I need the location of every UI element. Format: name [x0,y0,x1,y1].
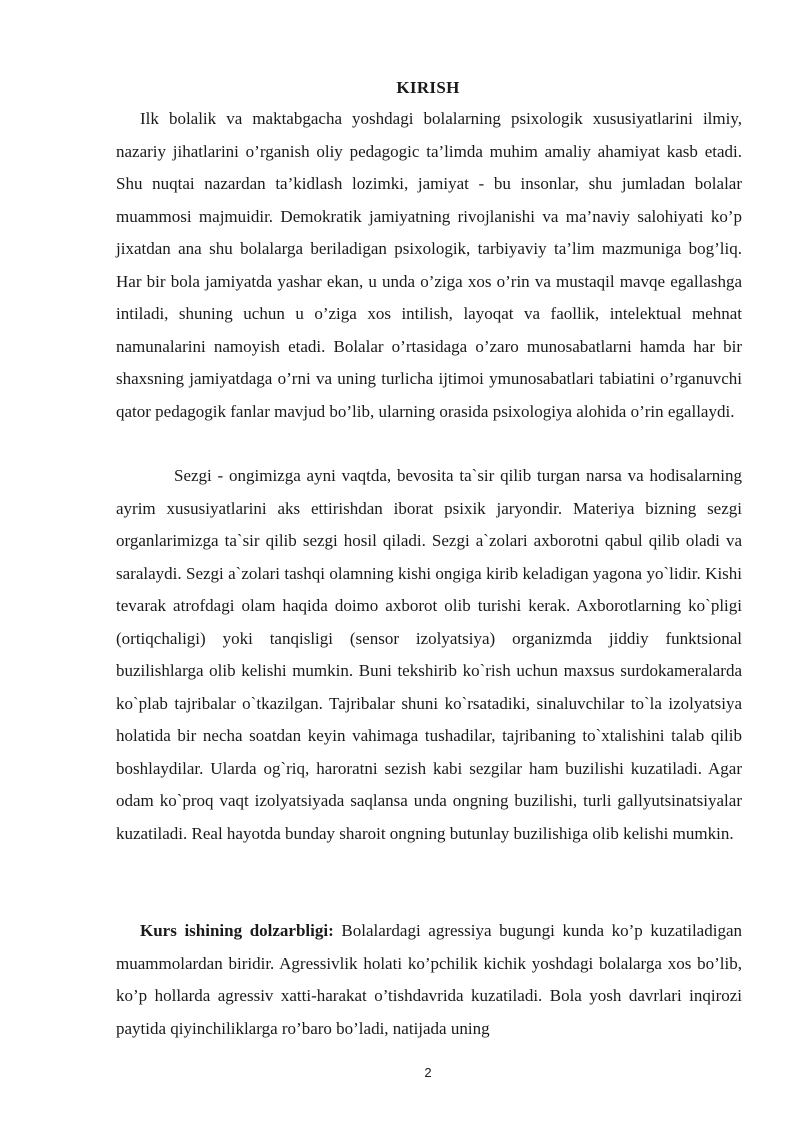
intro-paragraph: Ilk bolalik va maktabgacha yoshdagi bolalarning psixologik xususiyatlarini ilmiy, nazariy jihatlarini o’rganish oliy pedagogic ta’limda muhim amaliy ahamiyat kasb etadi. Shu nuqtai nazardan ta’kidlash lozimki, jamiyat - bu insonlar, shu jumladan bolalar muammosi majmuidir. Demokratik jamiyatning rivojlanishi va ma’naviy salohiyati ko’p jixatdan ana shu bolalarga beriladigan psixologik, tarbiyaviy ta’lim mazmuniga bog’liq. Har bir bola jamiyatda yashar ekan, u unda o’ziga xos o’rin va mustaqil mavqe egallashga intiladi, shuning uchun u o’ziga xos intilish, layoqat va faollik, intelektual mehnat namunalarini namoyish etadi. Bolalar o’rtasidaga o’zaro munosabatlarni hamda har bir shaxsning jamiyatdaga o’rni va uning turlicha ijtimoi ymunosabatlari tabiatini o’rganuvchi qator pedagogik fanlar mavjud bo’lib, ularning orasida psixologiya alohida o’rin egallaydi. [116,109,742,421]
relevance-heading: Kurs ishining dolzarbligi: [140,921,334,940]
page-number: 2 [424,1065,432,1080]
relevance-text: Bolalardagi agressiya bugungi kunda ko’p kuzatiladigan muammolardan biridir. Agressivlik holati ko’pchilik kichik yoshdagi bolalarga xos bo’lib, ko’p hollarda agressiv xatti-harakat o’tishdavrida kuzatiladi. Bola yosh davrlari inqirozi paytida qiyinchiliklarga ro’baro bo’ladi, natijada uning [116,921,742,1038]
page-title: KIRISH [396,78,460,97]
relevance-paragraph [116,915,742,1045]
sensation-paragraph: Sezgi - ongimizga ayni vaqtda, bevosita ta`sir qilib turgan narsa va hodisalarning ayrim xususiyatlarini aks ettirishdan iborat psixik jaryondir. Materiya bizning sezgi organlarimizga ta`sir qilib sezgi hosil qiladi. Sezgi a`zolari axborotni qabul qilib oladi va saralaydi. Sezgi a`zolari tashqi olamning kishi ongiga kirib keladigan yagona yo`lidir. Kishi tevarak atrofdagi olam haqida doimo axborot olib turishi kerak. Axborotlarning ko`pligi (ortiqchaligi) yoki tanqisligi (sensor izolyatsiya) organizmda jiddiy funktsional buzilishlarga olib kelishi mumkin. Buni tekshirib ko`rish uchun maxsus surdokameralarda ko`plab tajribalar o`tkazilgan. Tajribalar shuni ko`rsatadiki, sinaluvchilar to`la izolyatsiya holatida bir necha soatdan keyin vahimaga tushadilar, tajribaning to`xtalishini talab qilib boshlaydilar. Ularda og`riq, haroratni sezish kabi sezgilar ham buzilishi kuzatiladi. Agar odam ko`proq vaqt izolyatsiyada saqlansa unda ongning buzilishi, turli gallyutsinatsiyalar kuzatiladi. Real hayotda bunday sharoit ongning butunlay buzilishiga olib kelishi mumkin. [116,466,742,843]
